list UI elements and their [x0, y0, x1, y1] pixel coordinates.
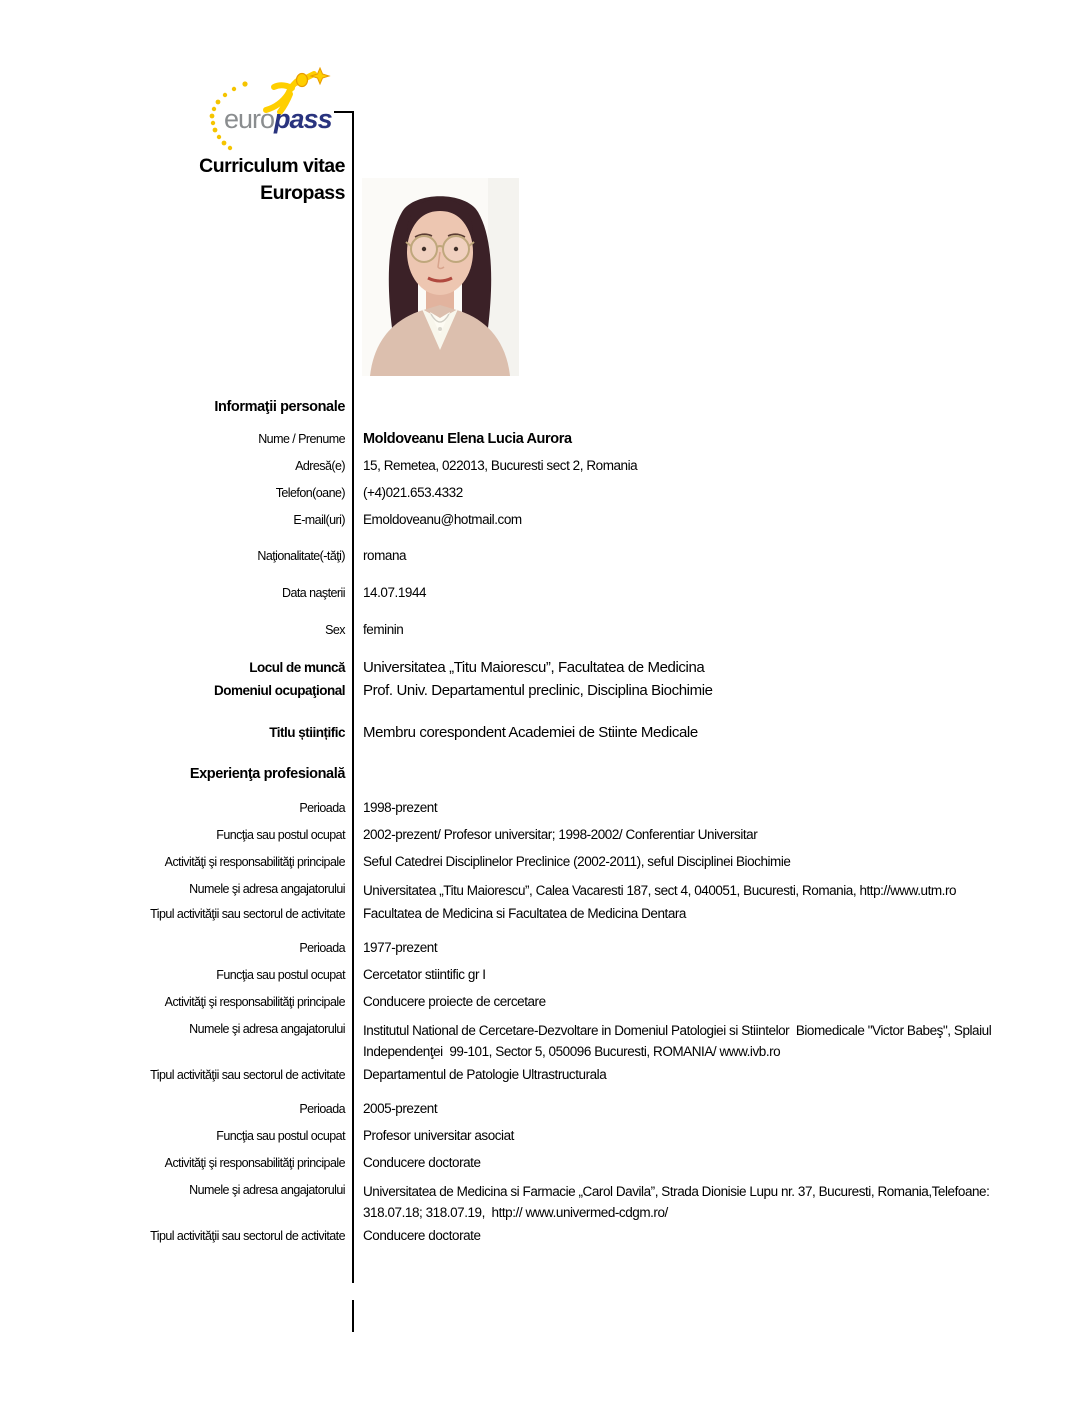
row-angajator-1 — [100, 880, 1012, 901]
row-tipul-1 — [100, 905, 1012, 923]
data-nasterii-value: 14.07.1944 — [363, 585, 427, 600]
locul-domeniul-value — [363, 656, 1012, 702]
perioada-label: Perioada — [299, 1102, 345, 1116]
perioada-label: Perioada — [299, 801, 345, 815]
cv-content — [100, 398, 1012, 1245]
angajator-label: Numele şi adresa angajatorului — [189, 1022, 345, 1036]
nume-label: Nume / Prenume — [258, 432, 345, 446]
row-nationalitate — [100, 547, 1012, 565]
tipul-label: Tipul activităţii sau sectorul de activitate — [150, 1068, 345, 1082]
email-value: Emoldoveanu@hotmail.com — [363, 512, 522, 527]
perioada-value: 1977-prezent — [363, 940, 438, 955]
tipul-value: Conducere doctorate — [363, 1228, 481, 1243]
sex-label: Sex — [325, 623, 345, 637]
row-perioada-3 — [100, 1100, 1012, 1118]
row-angajator-2 — [100, 1020, 1012, 1062]
section-title: Informaţii personale — [214, 399, 345, 415]
functia-label: Funcţia sau postul ocupat — [216, 968, 345, 982]
angajator-value: Universitatea „Titu Maiorescu”, Calea Vacaresti 187, sect 4, 040051, Bucuresti, Romania, http://www.utm.ro — [363, 883, 957, 898]
locul-value-line1: Universitatea „Titu Maiorescu”, Facultatea de Medicina — [363, 659, 705, 676]
logo-euro-text: euro — [224, 104, 275, 134]
row-activitati-3 — [100, 1154, 1012, 1172]
data-nasterii-label: Data naşterii — [281, 586, 345, 600]
functia-label: Funcţia sau postul ocupat — [216, 1129, 345, 1143]
domeniul-label: Domeniul ocupaţional — [213, 683, 345, 698]
row-functia-1 — [100, 826, 1012, 844]
telefon-label: Telefon(oane) — [275, 486, 345, 500]
locul-domeniul-label — [100, 656, 345, 702]
activitati-value: Conducere doctorate — [363, 1155, 481, 1170]
row-nume — [100, 430, 1012, 448]
nationalitate-label: Naţionalitate(-tăţi) — [257, 549, 345, 563]
page-title — [100, 153, 345, 207]
functia-label: Funcţia sau postul ocupat — [216, 828, 345, 842]
telefon-value: (+4)021.653.4332 — [363, 485, 463, 500]
locul-label: Locul de muncă — [249, 660, 345, 675]
page-title-line1: Curriculum vitae — [199, 155, 345, 177]
angajator-label: Numele şi adresa angajatorului — [189, 1183, 345, 1197]
row-data-nasterii — [100, 584, 1012, 602]
row-functia-2 — [100, 966, 1012, 984]
perioada-label: Perioada — [299, 941, 345, 955]
activitati-label: Activităţi şi responsabilităţi principale — [164, 1156, 345, 1170]
logo-text — [224, 104, 332, 134]
tipul-value: Facultatea de Medicina si Facultatea de Medicina Dentara — [363, 906, 686, 921]
tipul-label: Tipul activităţii sau sectorul de activitate — [150, 907, 345, 921]
row-locul-domeniul — [100, 656, 1012, 702]
functia-value: Cercetator stiintific gr I — [363, 967, 486, 982]
activitati-label: Activităţi şi responsabilităţi principale — [164, 855, 345, 869]
angajator-value: Institutul National de Cercetare-Dezvoltare in Domeniul Patologiei si Stiintelor Biomedicale "Victor Babeş", Splaiul Independenţei 99-101, Sector 5, 050096 Bucuresti, ROMANIA/ www.ivb.ro — [363, 1023, 995, 1059]
functia-value: Profesor universitar asociat — [363, 1128, 514, 1143]
column-divider-line-2 — [352, 1300, 354, 1332]
activitati-label: Activităţi şi responsabilităţi principale — [164, 995, 345, 1009]
row-tipul-3 — [100, 1227, 1012, 1245]
angajator-value: Universitatea de Medicina si Farmacie „Carol Davila”, Strada Dionisie Lupu nr. 37, Bucuresti, Romania,Telefoane: 318.07.18; 318.07.19, http:// www.univermed-cdgm.ro/ — [363, 1184, 993, 1220]
logo-pass-text: pass — [274, 104, 332, 134]
tipul-label: Tipul activităţii sau sectorul de activitate — [150, 1229, 345, 1243]
angajator-label: Numele şi adresa angajatorului — [189, 882, 345, 896]
row-activitati-1 — [100, 853, 1012, 871]
functia-value: 2002-prezent/ Profesor universitar; 1998-2002/ Conferentiar Universitar — [363, 827, 758, 842]
nume-value: Moldoveanu Elena Lucia Aurora — [363, 431, 572, 447]
tipul-value: Departamentul de Patologie Ultrastructurala — [363, 1067, 607, 1082]
email-label: E-mail(uri) — [293, 513, 345, 527]
nationalitate-value: romana — [363, 548, 407, 563]
row-perioada-2 — [100, 939, 1012, 957]
titlu-value: Membru corespondent Academiei de Stiinte Medicale — [363, 724, 698, 741]
section-informatii-personale — [100, 398, 1012, 416]
sex-value: feminin — [363, 622, 404, 637]
titlu-label: Titlu științific — [269, 725, 345, 740]
perioada-value: 2005-prezent — [363, 1101, 438, 1116]
adresa-value: 15, Remetea, 022013, Bucuresti sect 2, Romania — [363, 458, 638, 473]
europass-logo — [208, 66, 353, 158]
row-telefon — [100, 484, 1012, 502]
section-experienta-profesionala — [100, 765, 1012, 783]
row-tipul-2 — [100, 1066, 1012, 1084]
adresa-label: Adresă(e) — [295, 459, 345, 473]
figure-star-icon — [311, 68, 329, 84]
activitati-value: Conducere proiecte de cercetare — [363, 994, 546, 1009]
row-titlu-stiintific — [100, 721, 1012, 744]
row-perioada-1 — [100, 799, 1012, 817]
row-activitati-2 — [100, 993, 1012, 1011]
section-title: Experienţa profesională — [189, 766, 345, 782]
perioada-value: 1998-prezent — [363, 800, 438, 815]
row-email — [100, 511, 1012, 529]
row-sex — [100, 621, 1012, 639]
portrait-illustration — [362, 178, 519, 376]
page-title-line2: Europass — [260, 182, 345, 204]
europass-figure-head — [297, 74, 308, 87]
row-adresa — [100, 457, 1012, 475]
row-angajator-3 — [100, 1181, 1012, 1223]
row-functia-3 — [100, 1127, 1012, 1145]
profile-photo — [362, 178, 519, 376]
locul-value-line2: Prof. Univ. Departamentul preclinic, Disciplina Biochimie — [363, 682, 713, 699]
activitati-value: Seful Catedrei Disciplinelor Preclinice (2002-2011), seful Disciplinei Biochimie — [363, 854, 791, 869]
